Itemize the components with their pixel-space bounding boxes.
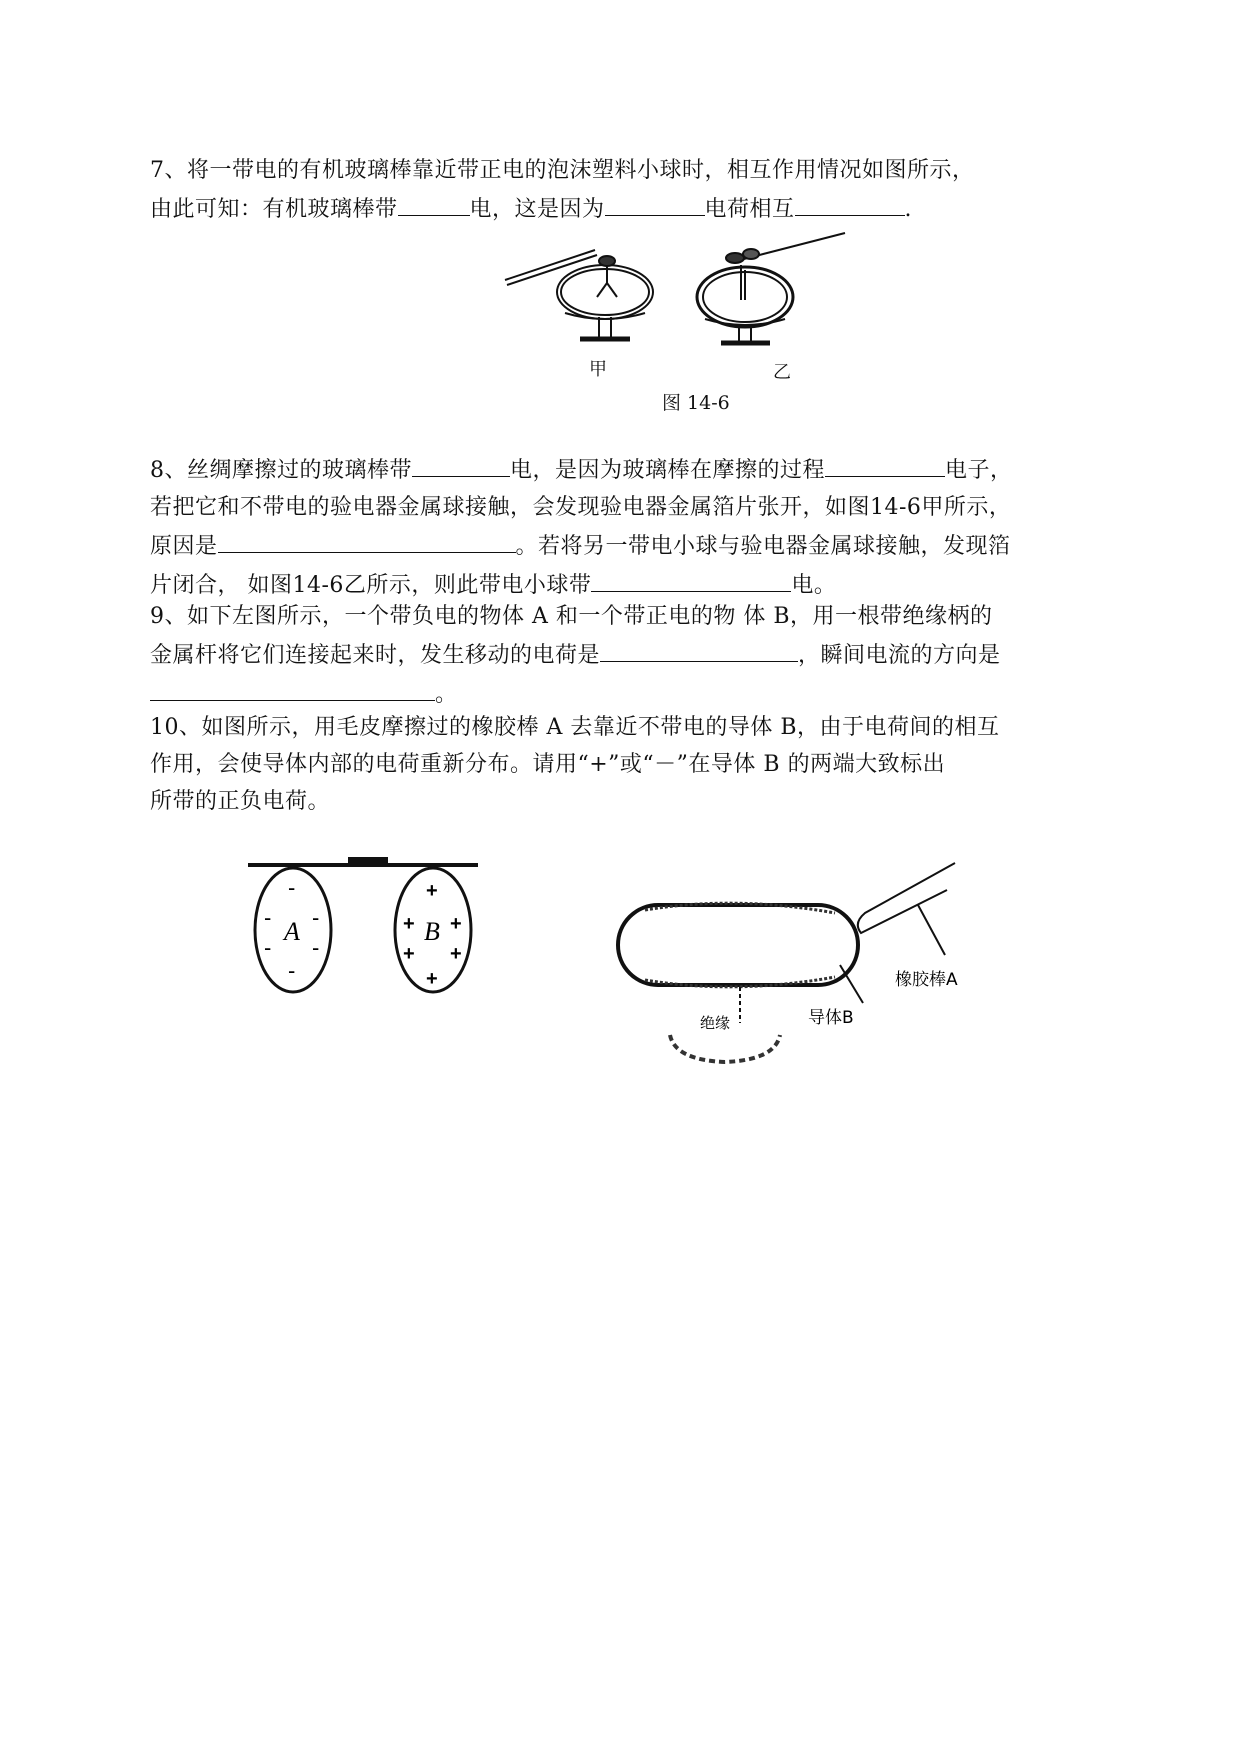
- q8-blank-1[interactable]: [412, 450, 510, 477]
- q9-text-a: 金属杆将它们连接起来时，发生移动的电荷是: [150, 643, 601, 668]
- rod-label-leader: [918, 905, 945, 955]
- q8-text-f: 片闭合， 如图14-6乙所示，则此带电小球带: [150, 573, 592, 598]
- q7-text-d: .: [904, 197, 913, 222]
- q7-blank-2[interactable]: [605, 189, 705, 216]
- q8-line-3: [150, 526, 1080, 565]
- question-7: [150, 152, 1080, 228]
- q8-text-b: 电，是因为玻璃棒在摩擦的过程: [510, 458, 826, 483]
- plus-4: +: [403, 943, 415, 965]
- question-9: [150, 598, 1080, 713]
- q7-line-2: [150, 189, 1080, 228]
- q10-line-1: 10、如图所示，用毛皮摩擦过的橡胶棒 A 去靠近不带电的导体 B，由于电荷间的相互: [150, 715, 1000, 740]
- q8-text-d: 原因是: [150, 534, 218, 559]
- rubber-rod-a: [858, 863, 955, 933]
- rod-left: [505, 250, 595, 280]
- minus-4: -: [264, 935, 272, 960]
- q9-blank-1[interactable]: [600, 635, 798, 662]
- question-8: [150, 450, 1080, 604]
- question-10: [150, 709, 1080, 820]
- rod-left-edge: [507, 255, 597, 285]
- plus-6: +: [426, 968, 438, 990]
- q7-text-c: 电荷相互: [704, 197, 795, 222]
- label-a: A: [284, 917, 300, 946]
- q8-line-1: [150, 450, 1080, 489]
- label-rubber-rod: 橡胶棒A: [895, 970, 958, 990]
- insulating-handle: [348, 857, 388, 867]
- plus-1: +: [426, 880, 438, 902]
- figure-label-yi: 乙: [773, 362, 791, 383]
- figure-caption-14-6: 图 14-6: [662, 392, 730, 414]
- q10-line-2: 作用，会使导体内部的电荷重新分布。请用“+”或“－”在导体 B 的两端大致标出: [150, 752, 946, 777]
- minus-1: -: [288, 875, 296, 900]
- figure-charged-bodies-ab: [238, 850, 488, 1010]
- electroscope-right-ball-2: [743, 249, 759, 259]
- q8-blank-4[interactable]: [591, 565, 791, 592]
- q10-line-3: 所带的正负电荷。: [150, 789, 331, 814]
- plus-3: +: [450, 913, 462, 935]
- q7-blank-3[interactable]: [795, 189, 905, 216]
- minus-6: -: [288, 958, 296, 983]
- label-insulator-stand: 绝缘: [700, 1014, 731, 1032]
- label-b: B: [424, 917, 440, 946]
- figure-14-6-electroscopes: [495, 225, 875, 375]
- figure-label-jia: 甲: [589, 359, 607, 380]
- electroscope-right: [697, 233, 845, 343]
- q9-blank-2[interactable]: [150, 674, 435, 701]
- electroscope-left-inner: [561, 269, 649, 315]
- electroscope-left: [505, 250, 653, 339]
- q8-text-g: 电。: [791, 573, 837, 598]
- conductor-label-leader: [840, 965, 863, 1003]
- q8-text-e: 。若将另一带电小球与验电器金属球接触，发现箔: [515, 534, 1011, 559]
- plus-2: +: [403, 913, 415, 935]
- q8-text-c: 电子，: [945, 458, 1013, 483]
- q8-line-2: 若把它和不带电的验电器金属球接触，会发现验电器金属箔片张开，如图14-6甲所示，: [150, 495, 1012, 520]
- electroscope-right-ball-1: [726, 253, 744, 263]
- q8-blank-3[interactable]: [218, 526, 516, 553]
- q9-text-c: 。: [435, 682, 458, 707]
- electroscope-left-foil-1: [597, 283, 607, 297]
- conductor-stand-base: [670, 1035, 780, 1062]
- q9-line-1: 9、如下左图所示，一个带负电的物体 A 和一个带正电的物 体 B，用一根带绝缘柄的: [150, 604, 993, 629]
- q7-line-1: 7、将一带电的有机玻璃棒靠近带正电的泡沫塑料小球时，相互作用情况如图所示，: [150, 158, 975, 183]
- q9-line-3: [150, 674, 1080, 713]
- q9-text-b: ，瞬间电流的方向是: [798, 643, 1001, 668]
- electroscope-left-rim: [557, 265, 653, 319]
- figure-rod-conductor: [615, 855, 1015, 1070]
- q9-line-2: [150, 635, 1080, 674]
- minus-5: -: [312, 935, 320, 960]
- q7-text-b: 电，这是因为: [469, 197, 605, 222]
- plus-5: +: [450, 943, 462, 965]
- electroscope-left-foil-2: [607, 283, 617, 297]
- q8-blank-2[interactable]: [825, 450, 945, 477]
- q8-text-a: 8、丝绸摩擦过的玻璃棒带: [150, 458, 412, 483]
- q7-blank-1[interactable]: [398, 189, 470, 216]
- electroscope-left-ball: [599, 256, 615, 266]
- minus-3: -: [312, 905, 320, 930]
- label-conductor: 导体B: [808, 1008, 854, 1028]
- conductor-b: [618, 905, 858, 985]
- minus-2: -: [264, 905, 272, 930]
- q7-text-a: 由此可知：有机玻璃棒带: [150, 197, 398, 222]
